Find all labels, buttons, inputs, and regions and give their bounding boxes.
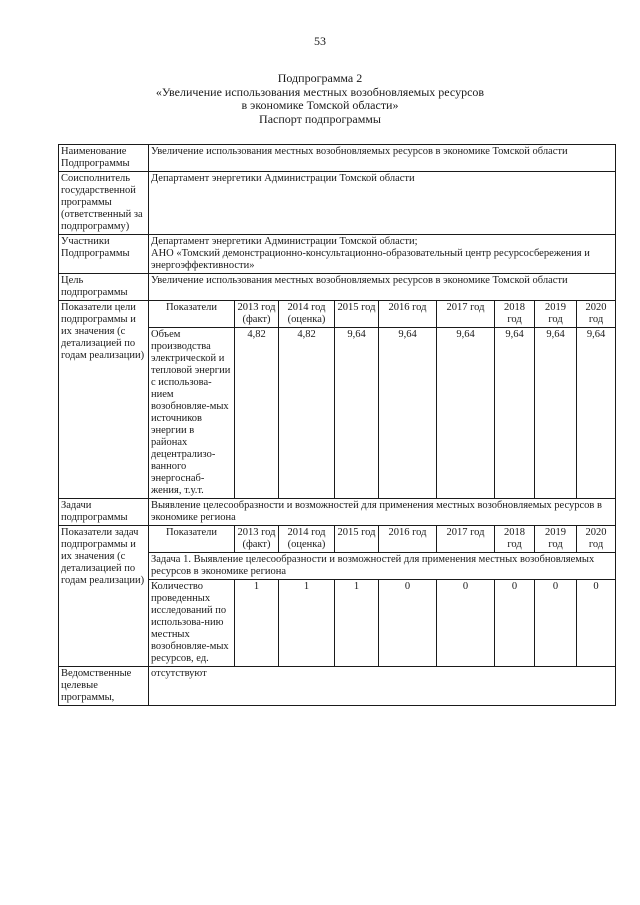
task-header-indicator: Показатели <box>149 526 235 553</box>
goal-value-2015: 9,64 <box>335 328 379 499</box>
task-header-2019: 2019 год <box>535 526 577 553</box>
goal-header-2017: 2017 год <box>437 301 495 328</box>
goal-header-indicator: Показатели <box>149 301 235 328</box>
task-header-2015: 2015 год <box>335 526 379 553</box>
label-name: Наименование Подпрограммы <box>59 145 149 172</box>
goal-value-2019: 9,64 <box>535 328 577 499</box>
label-task-indicators: Показатели задач подпрограммы и их значения (с детализацией по годам реализации) <box>59 526 149 667</box>
page-number: 53 <box>314 34 326 48</box>
title-line-2: «Увеличение использования местных возобновляемых ресурсов <box>155 84 485 99</box>
goal-value-2013: 4,82 <box>235 328 279 499</box>
task-header-2014: 2014 год (оценка) <box>279 526 335 553</box>
row-departmental <box>59 667 616 706</box>
label-goal-indicators: Показатели цели подпрограммы и их значения (с детализацией по годам реализации) <box>59 301 149 499</box>
row-goal <box>59 274 616 301</box>
row-task-indicators-header <box>59 526 616 553</box>
value-departmental: отсутствуют <box>149 667 616 706</box>
row-name <box>59 145 616 172</box>
task-header-2018: 2018 год <box>495 526 535 553</box>
title-line-3: в экономике Томской области» <box>241 98 399 112</box>
task-value-2020: 0 <box>577 580 616 667</box>
task-value-2018: 0 <box>495 580 535 667</box>
goal-value-2017: 9,64 <box>437 328 495 499</box>
goal-value-2018: 9,64 <box>495 328 535 499</box>
task-value-2015: 1 <box>335 580 379 667</box>
goal-header-2020: 2020 год <box>577 301 616 328</box>
task-value-2019: 0 <box>535 580 577 667</box>
goal-value-2016: 9,64 <box>379 328 437 499</box>
value-goal: Увеличение использования местных возобновляемых ресурсов в экономике Томской области <box>149 274 616 301</box>
label-coexecutor: Соисполнитель государственной программы (ответственный за подпрограмму) <box>59 172 149 235</box>
goal-header-2015: 2015 год <box>335 301 379 328</box>
value-participants <box>149 235 616 274</box>
value-tasks: Выявление целесообразности и возможностей для применения местных возобновляемых ресурсов в экономике региона <box>149 499 616 526</box>
goal-value-2020: 9,64 <box>577 328 616 499</box>
label-participants: Участники Подпрограммы <box>59 235 149 274</box>
task-header-2017: 2017 год <box>437 526 495 553</box>
goal-header-2018: 2018 год <box>495 301 535 328</box>
row-participants <box>59 235 616 274</box>
task-value-2017: 0 <box>437 580 495 667</box>
label-departmental: Ведомственные целевые программы, <box>59 667 149 706</box>
task-header-2016: 2016 год <box>379 526 437 553</box>
row-coexecutor <box>59 172 616 235</box>
value-name: Увеличение использования местных возобновляемых ресурсов в экономике Томской области <box>149 145 616 172</box>
label-goal: Цель подпрограммы <box>59 274 149 301</box>
title-line-4: Паспорт подпрограммы <box>259 111 381 126</box>
passport-table <box>58 144 616 706</box>
goal-value-2014: 4,82 <box>279 328 335 499</box>
task-header-2013: 2013 год (факт) <box>235 526 279 553</box>
task-indicator-name: Количество проведенных исследований по использова-нию местных возобновляе-мых ресурсов, ед. <box>149 580 235 667</box>
goal-header-2016: 2016 год <box>379 301 437 328</box>
row-tasks <box>59 499 616 526</box>
task-value-2013: 1 <box>235 580 279 667</box>
label-tasks: Задачи подпрограммы <box>59 499 149 526</box>
task-value-2014: 1 <box>279 580 335 667</box>
row-goal-indicators-header <box>59 301 616 328</box>
title-line-1: Подпрограмма 2 <box>277 71 363 85</box>
value-coexecutor: Департамент энергетики Администрации Томской области <box>149 172 616 235</box>
document-title <box>0 72 640 126</box>
goal-header-2013: 2013 год (факт) <box>235 301 279 328</box>
task-1-title: Задача 1. Выявление целесообразности и возможностей для применения местных возобновляемых ресурсов в экономике региона <box>149 553 616 580</box>
goal-indicator-name: Объем производства электрической и тепловой энергии с использова-нием возобновляе-мых источников энергии в районах децентрализо-ванного энергоснаб-жения, т.у.т. <box>149 328 235 499</box>
goal-header-2019: 2019 год <box>535 301 577 328</box>
participant-1: Департамент энергетики Администрации Томской области; <box>151 236 418 247</box>
goal-header-2014: 2014 год (оценка) <box>279 301 335 328</box>
task-header-2020: 2020 год <box>577 526 616 553</box>
task-value-2016: 0 <box>379 580 437 667</box>
participant-2: АНО «Томский демонстрационно-консультационно-образовательный центр ресурсосбережения и энергоэффективности» <box>151 248 590 271</box>
